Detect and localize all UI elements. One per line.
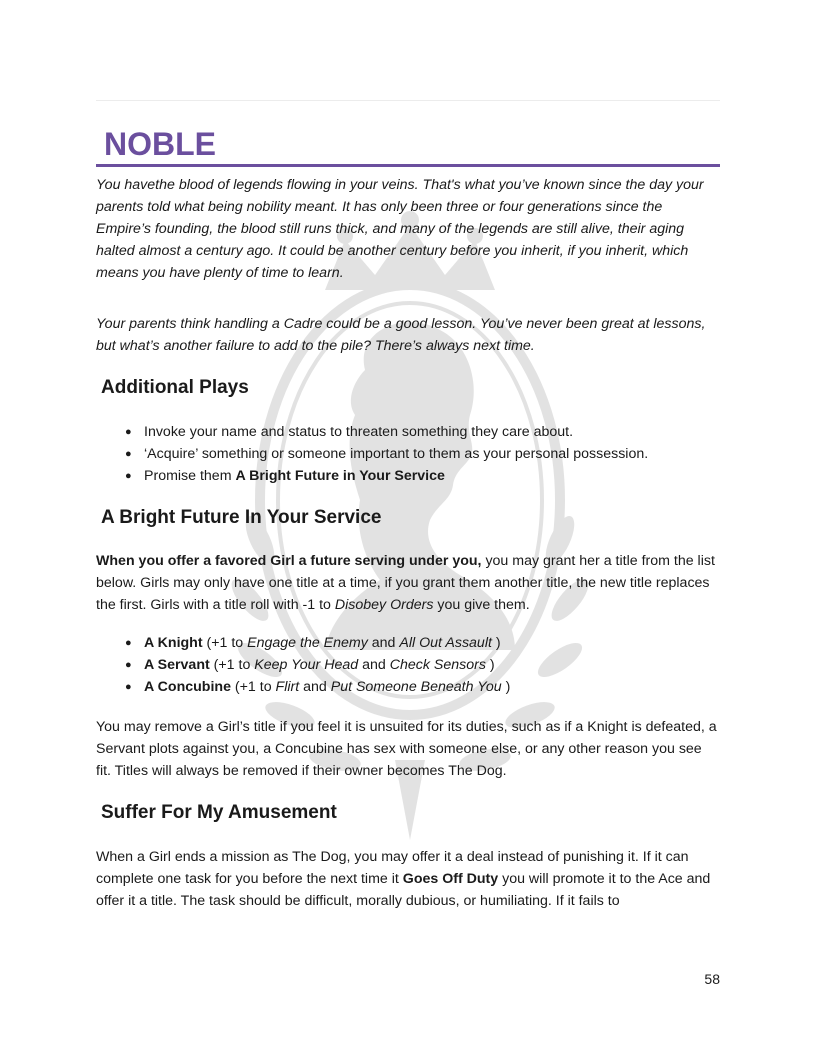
list-item-text: Promise them	[144, 468, 236, 484]
text: and	[367, 635, 400, 651]
list-item: ● Invoke your name and status to threaten something they care about.	[120, 421, 720, 443]
body-text: When a Girl ends a mission as The Dog, you may offer it a deal instead of punishing it. If it can complete one task for you before the next time it	[96, 849, 689, 887]
move-name: Flirt	[275, 679, 300, 695]
suffer-paragraph	[96, 846, 720, 912]
list-item	[120, 632, 720, 654]
text: (+1 to	[209, 657, 255, 673]
text: and	[299, 679, 331, 695]
text: (+1 to	[230, 679, 276, 695]
list-item	[120, 676, 720, 698]
text: (+1 to	[202, 635, 248, 651]
move-name: Put Someone Beneath You	[330, 679, 502, 695]
title-name: A Knight	[144, 635, 203, 651]
text: )	[485, 657, 495, 673]
body-text: you will promote it to the Ace and offer it a title. The task should be difficult, morally dubious, or humiliating. If it fails to	[96, 871, 711, 909]
title-underline	[96, 164, 720, 167]
move-name: Keep Your Head	[254, 657, 359, 673]
additional-plays-heading: Additional Plays	[101, 377, 249, 398]
intro-paragraph-1: You havethe blood of legends flowing in your veins. That's what you’ve known since the day your parents told what being nobility meant. It has only been three or four generations since the Empire’s founding, the blood still runs thick, and many of the legends are still alive, their aging halted almost a century ago. It could be another century before you inherit, if you inherit, which means you have plenty of time to learn.	[96, 177, 704, 281]
title-list	[120, 632, 720, 698]
suffer-heading: Suffer For My Amusement	[101, 802, 337, 823]
page-number: 58	[704, 971, 720, 987]
move-name: Engage the Enemy	[247, 635, 368, 651]
header-rule	[96, 100, 720, 101]
move-bold: Goes Off Duty	[402, 871, 499, 887]
title-name: A Servant	[144, 657, 210, 673]
list-item	[120, 654, 720, 676]
additional-plays-list	[120, 421, 720, 487]
text: and	[358, 657, 390, 673]
move-name: Check Sensors	[389, 657, 486, 673]
page-title: NOBLE	[104, 126, 216, 162]
remove-title-paragraph: You may remove a Girl’s title if you feel it is unsuited for its duties, such as if a Knight is defeated, a Servant plots against you, a Concubine has sex with someone else, or any other reason you see fit. Titles will always be removed if their owner becomes The Dog.	[96, 719, 717, 779]
bright-future-paragraph	[96, 550, 720, 616]
text: )	[501, 679, 511, 695]
move-name: All Out Assault	[399, 635, 492, 651]
intro-paragraph-2: Your parents think handling a Cadre could be a good lesson. You’ve never been great at lessons, but what’s another failure to add to the pile? There’s always next time.	[96, 316, 706, 354]
body-text: you may grant her a title from the list below. Girls may only have one title at a time, if you grant them another title, the new title replaces the first. Girls with a title roll with -1 to	[96, 553, 715, 613]
list-item	[120, 465, 720, 487]
list-item: ● ‘Acquire’ something or someone important to them as your personal possession.	[120, 443, 720, 465]
bright-future-heading: A Bright Future In Your Service	[101, 507, 382, 528]
list-item-bold: A Bright Future in Your Service	[235, 468, 445, 484]
title-name: A Concubine	[144, 679, 231, 695]
move-name: Disobey Orders	[334, 597, 434, 613]
text: )	[491, 635, 501, 651]
body-text: you give them.	[433, 597, 530, 613]
lead-bold: When you offer a favored Girl a future serving under you,	[96, 553, 482, 569]
